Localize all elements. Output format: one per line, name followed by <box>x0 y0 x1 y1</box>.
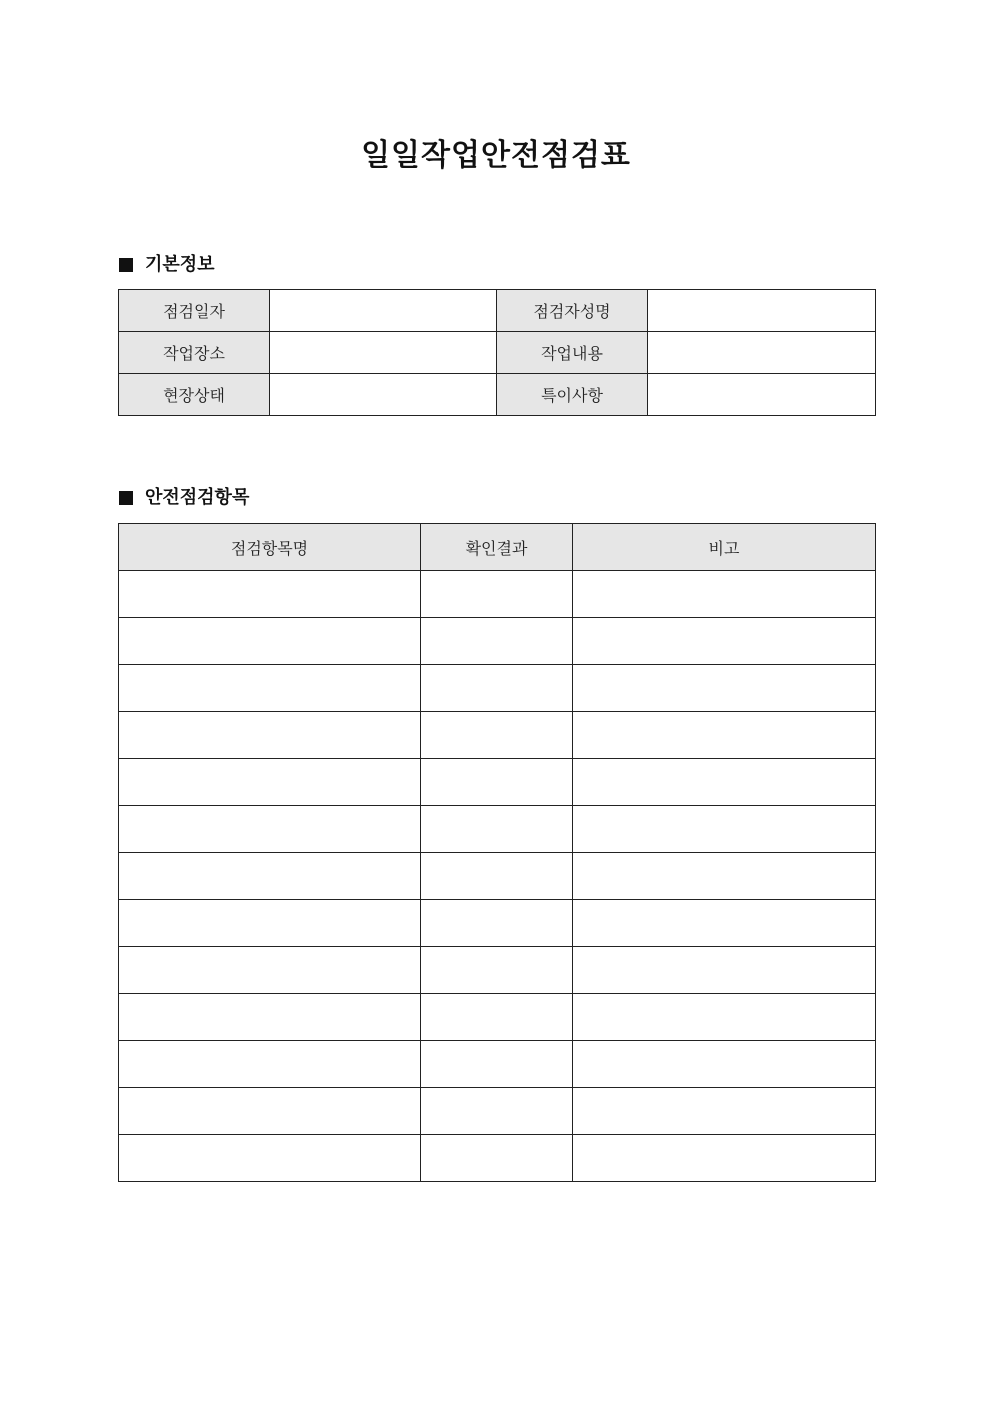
item-name-cell[interactable] <box>119 571 421 618</box>
note-cell[interactable] <box>573 994 876 1041</box>
item-name-cell[interactable] <box>119 806 421 853</box>
info-value-field[interactable] <box>648 374 876 416</box>
result-cell[interactable] <box>421 947 573 994</box>
table-row <box>119 1088 876 1135</box>
table-row <box>119 806 876 853</box>
page-title: 일일작업안전점검표 <box>361 138 631 173</box>
basic-info-row <box>119 374 876 416</box>
basic-info-heading-label: 기본정보 <box>145 254 215 275</box>
result-cell[interactable] <box>421 853 573 900</box>
info-label: 특이사항 <box>497 374 648 416</box>
table-row <box>119 759 876 806</box>
note-cell[interactable] <box>573 947 876 994</box>
note-cell[interactable] <box>573 665 876 712</box>
table-row <box>119 994 876 1041</box>
item-name-cell[interactable] <box>119 1041 421 1088</box>
note-cell[interactable] <box>573 806 876 853</box>
note-cell[interactable] <box>573 853 876 900</box>
safety-check-header-row <box>119 524 876 571</box>
info-label: 현장상태 <box>119 374 270 416</box>
table-row <box>119 853 876 900</box>
result-cell[interactable] <box>421 900 573 947</box>
item-name-cell[interactable] <box>119 1088 421 1135</box>
table-row <box>119 618 876 665</box>
result-cell[interactable] <box>421 806 573 853</box>
info-label: 작업내용 <box>497 332 648 374</box>
basic-info-row <box>119 332 876 374</box>
item-name-cell[interactable] <box>119 947 421 994</box>
table-row <box>119 1041 876 1088</box>
item-name-cell[interactable] <box>119 1135 421 1182</box>
table-row <box>119 947 876 994</box>
item-name-cell[interactable] <box>119 853 421 900</box>
note-cell[interactable] <box>573 571 876 618</box>
result-cell[interactable] <box>421 1135 573 1182</box>
info-label: 점검자성명 <box>497 290 648 332</box>
note-cell[interactable] <box>573 759 876 806</box>
safety-check-heading-label: 안전점검항목 <box>145 487 250 508</box>
column-header-item-name: 점검항목명 <box>119 524 421 571</box>
square-bullet-icon <box>119 491 133 505</box>
table-row <box>119 665 876 712</box>
safety-check-table <box>118 523 876 1182</box>
note-cell[interactable] <box>573 900 876 947</box>
info-value-field[interactable] <box>270 332 497 374</box>
result-cell[interactable] <box>421 665 573 712</box>
note-cell[interactable] <box>573 712 876 759</box>
column-header-result: 확인결과 <box>421 524 573 571</box>
basic-info-heading <box>119 253 215 277</box>
item-name-cell[interactable] <box>119 994 421 1041</box>
info-label: 점검일자 <box>119 290 270 332</box>
square-bullet-icon <box>119 258 133 272</box>
item-name-cell[interactable] <box>119 712 421 759</box>
info-value-field[interactable] <box>270 290 497 332</box>
basic-info-table <box>118 289 876 416</box>
item-name-cell[interactable] <box>119 665 421 712</box>
result-cell[interactable] <box>421 571 573 618</box>
table-row <box>119 571 876 618</box>
table-row <box>119 900 876 947</box>
table-row <box>119 1135 876 1182</box>
item-name-cell[interactable] <box>119 900 421 947</box>
info-value-field[interactable] <box>270 374 497 416</box>
basic-info-row <box>119 290 876 332</box>
result-cell[interactable] <box>421 618 573 665</box>
item-name-cell[interactable] <box>119 759 421 806</box>
result-cell[interactable] <box>421 1088 573 1135</box>
result-cell[interactable] <box>421 759 573 806</box>
safety-check-heading <box>119 486 249 510</box>
result-cell[interactable] <box>421 994 573 1041</box>
info-value-field[interactable] <box>648 290 876 332</box>
table-row <box>119 712 876 759</box>
note-cell[interactable] <box>573 1041 876 1088</box>
note-cell[interactable] <box>573 1135 876 1182</box>
result-cell[interactable] <box>421 712 573 759</box>
note-cell[interactable] <box>573 618 876 665</box>
result-cell[interactable] <box>421 1041 573 1088</box>
info-label: 작업장소 <box>119 332 270 374</box>
column-header-note: 비고 <box>573 524 876 571</box>
info-value-field[interactable] <box>648 332 876 374</box>
item-name-cell[interactable] <box>119 618 421 665</box>
note-cell[interactable] <box>573 1088 876 1135</box>
